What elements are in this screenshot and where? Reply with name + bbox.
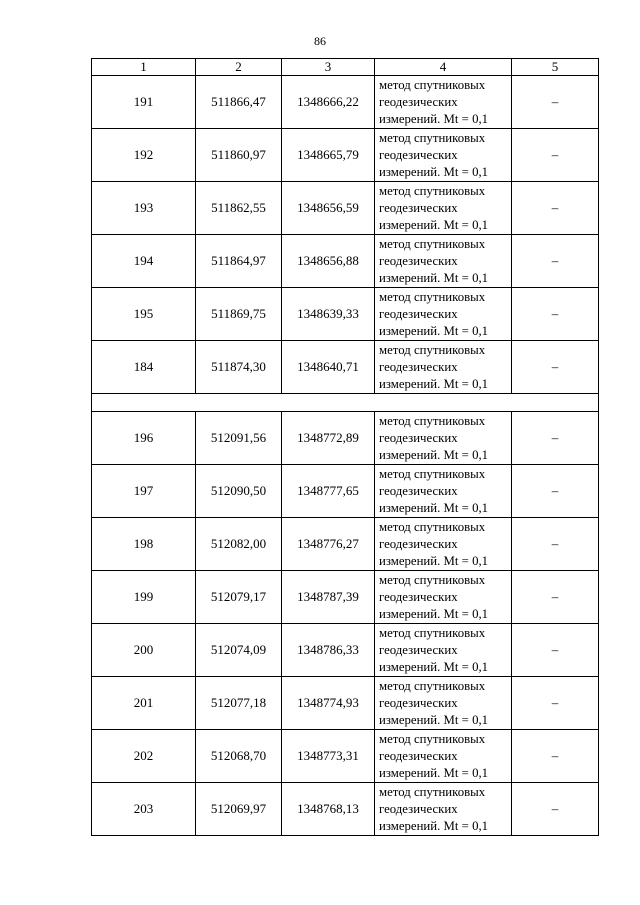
table-row — [92, 341, 599, 394]
method-cell — [375, 341, 512, 394]
x-coordinate-cell: 511864,97 — [196, 235, 282, 288]
y-coordinate-cell: 1348786,33 — [282, 624, 375, 677]
method-line-2: геодезических — [379, 749, 458, 763]
column-header-2: 2 — [196, 59, 282, 76]
method-line-2: геодезических — [379, 696, 458, 710]
x-coordinate-cell: 511874,30 — [196, 341, 282, 394]
x-coordinate-cell: 511862,55 — [196, 182, 282, 235]
x-coordinate-cell: 512079,17 — [196, 571, 282, 624]
table-row — [92, 571, 599, 624]
accuracy-dash-cell: – — [512, 571, 599, 624]
point-number-cell: 200 — [92, 624, 196, 677]
table-row — [92, 129, 599, 182]
y-coordinate-cell: 1348640,71 — [282, 341, 375, 394]
table-body — [92, 76, 599, 836]
method-cell — [375, 783, 512, 836]
method-line-3: измерений. Mt = 0,1 — [379, 766, 489, 780]
table-row — [92, 518, 599, 571]
method-line-3: измерений. Mt = 0,1 — [379, 660, 489, 674]
point-number-cell: 195 — [92, 288, 196, 341]
table-row — [92, 76, 599, 129]
table-row — [92, 677, 599, 730]
method-line-3: измерений. Mt = 0,1 — [379, 554, 489, 568]
point-number-cell: 194 — [92, 235, 196, 288]
y-coordinate-cell: 1348666,22 — [282, 76, 375, 129]
y-coordinate-cell: 1348665,79 — [282, 129, 375, 182]
method-line-2: геодезических — [379, 590, 458, 604]
accuracy-dash-cell: – — [512, 182, 599, 235]
method-line-1: метод спутниковых — [379, 237, 486, 251]
y-coordinate-cell: 1348787,39 — [282, 571, 375, 624]
method-cell — [375, 518, 512, 571]
y-coordinate-cell: 1348777,65 — [282, 465, 375, 518]
point-number-cell: 198 — [92, 518, 196, 571]
point-number-cell: 199 — [92, 571, 196, 624]
table-row — [92, 730, 599, 783]
method-line-3: измерений. Mt = 0,1 — [379, 501, 489, 515]
x-coordinate-cell: 512091,56 — [196, 412, 282, 465]
x-coordinate-cell: 512068,70 — [196, 730, 282, 783]
point-number-cell: 196 — [92, 412, 196, 465]
method-line-1: метод спутниковых — [379, 343, 486, 357]
method-line-3: измерений. Mt = 0,1 — [379, 218, 489, 232]
x-coordinate-cell: 512069,97 — [196, 783, 282, 836]
method-line-1: метод спутниковых — [379, 626, 486, 640]
method-line-2: геодезических — [379, 802, 458, 816]
point-number-cell: 203 — [92, 783, 196, 836]
method-line-1: метод спутниковых — [379, 679, 486, 693]
y-coordinate-cell: 1348772,89 — [282, 412, 375, 465]
method-line-2: геодезических — [379, 95, 458, 109]
method-cell — [375, 571, 512, 624]
accuracy-dash-cell: – — [512, 465, 599, 518]
column-header-1: 1 — [92, 59, 196, 76]
accuracy-dash-cell: – — [512, 129, 599, 182]
y-coordinate-cell: 1348773,31 — [282, 730, 375, 783]
method-cell — [375, 288, 512, 341]
method-line-3: измерений. Mt = 0,1 — [379, 112, 489, 126]
x-coordinate-cell: 511869,75 — [196, 288, 282, 341]
method-line-1: метод спутниковых — [379, 732, 486, 746]
method-line-2: геодезических — [379, 484, 458, 498]
method-line-1: метод спутниковых — [379, 131, 486, 145]
method-line-2: геодезических — [379, 254, 458, 268]
method-line-2: геодезических — [379, 431, 458, 445]
method-line-1: метод спутниковых — [379, 520, 486, 534]
method-cell — [375, 412, 512, 465]
method-cell — [375, 235, 512, 288]
table-row — [92, 235, 599, 288]
point-number-cell: 201 — [92, 677, 196, 730]
y-coordinate-cell: 1348774,93 — [282, 677, 375, 730]
method-line-3: измерений. Mt = 0,1 — [379, 819, 489, 833]
accuracy-dash-cell: – — [512, 341, 599, 394]
method-line-3: измерений. Mt = 0,1 — [379, 165, 489, 179]
accuracy-dash-cell: – — [512, 783, 599, 836]
y-coordinate-cell: 1348656,59 — [282, 182, 375, 235]
method-cell — [375, 624, 512, 677]
table-row — [92, 288, 599, 341]
accuracy-dash-cell: – — [512, 76, 599, 129]
x-coordinate-cell: 511866,47 — [196, 76, 282, 129]
method-line-1: метод спутниковых — [379, 78, 486, 92]
method-cell — [375, 182, 512, 235]
method-line-3: измерений. Mt = 0,1 — [379, 271, 489, 285]
method-line-2: геодезических — [379, 201, 458, 215]
table-row — [92, 465, 599, 518]
table-header-row — [92, 59, 599, 76]
accuracy-dash-cell: – — [512, 518, 599, 571]
table-row — [92, 182, 599, 235]
x-coordinate-cell: 512082,00 — [196, 518, 282, 571]
table-row — [92, 624, 599, 677]
page-number: 86 — [314, 34, 326, 48]
method-cell — [375, 76, 512, 129]
method-line-2: геодезических — [379, 537, 458, 551]
accuracy-dash-cell: – — [512, 624, 599, 677]
accuracy-dash-cell: – — [512, 412, 599, 465]
method-line-3: измерений. Mt = 0,1 — [379, 377, 489, 391]
point-number-cell: 184 — [92, 341, 196, 394]
accuracy-dash-cell: – — [512, 235, 599, 288]
separator-cell — [92, 394, 599, 412]
point-number-cell: 197 — [92, 465, 196, 518]
coordinates-table — [91, 58, 599, 836]
method-cell — [375, 677, 512, 730]
y-coordinate-cell: 1348768,13 — [282, 783, 375, 836]
method-line-3: измерений. Mt = 0,1 — [379, 713, 489, 727]
table-row — [92, 783, 599, 836]
x-coordinate-cell: 512090,50 — [196, 465, 282, 518]
point-number-cell: 202 — [92, 730, 196, 783]
method-line-1: метод спутниковых — [379, 184, 486, 198]
accuracy-dash-cell: – — [512, 288, 599, 341]
method-cell — [375, 730, 512, 783]
method-line-2: геодезических — [379, 148, 458, 162]
table-separator-row — [92, 394, 599, 412]
method-cell — [375, 465, 512, 518]
method-line-3: измерений. Mt = 0,1 — [379, 324, 489, 338]
method-cell — [375, 129, 512, 182]
method-line-2: геодезических — [379, 307, 458, 321]
y-coordinate-cell: 1348776,27 — [282, 518, 375, 571]
method-line-2: геодезических — [379, 643, 458, 657]
point-number-cell: 192 — [92, 129, 196, 182]
method-line-1: метод спутниковых — [379, 467, 486, 481]
method-line-1: метод спутниковых — [379, 290, 486, 304]
method-line-3: измерений. Mt = 0,1 — [379, 448, 489, 462]
y-coordinate-cell: 1348656,88 — [282, 235, 375, 288]
accuracy-dash-cell: – — [512, 677, 599, 730]
point-number-cell: 193 — [92, 182, 196, 235]
method-line-1: метод спутниковых — [379, 414, 486, 428]
column-header-3: 3 — [282, 59, 375, 76]
point-number-cell: 191 — [92, 76, 196, 129]
x-coordinate-cell: 512077,18 — [196, 677, 282, 730]
y-coordinate-cell: 1348639,33 — [282, 288, 375, 341]
method-line-2: геодезических — [379, 360, 458, 374]
column-header-5: 5 — [512, 59, 599, 76]
x-coordinate-cell: 512074,09 — [196, 624, 282, 677]
method-line-3: измерений. Mt = 0,1 — [379, 607, 489, 621]
method-line-1: метод спутниковых — [379, 785, 486, 799]
table-row — [92, 412, 599, 465]
x-coordinate-cell: 511860,97 — [196, 129, 282, 182]
accuracy-dash-cell: – — [512, 730, 599, 783]
column-header-4: 4 — [375, 59, 512, 76]
method-line-1: метод спутниковых — [379, 573, 486, 587]
